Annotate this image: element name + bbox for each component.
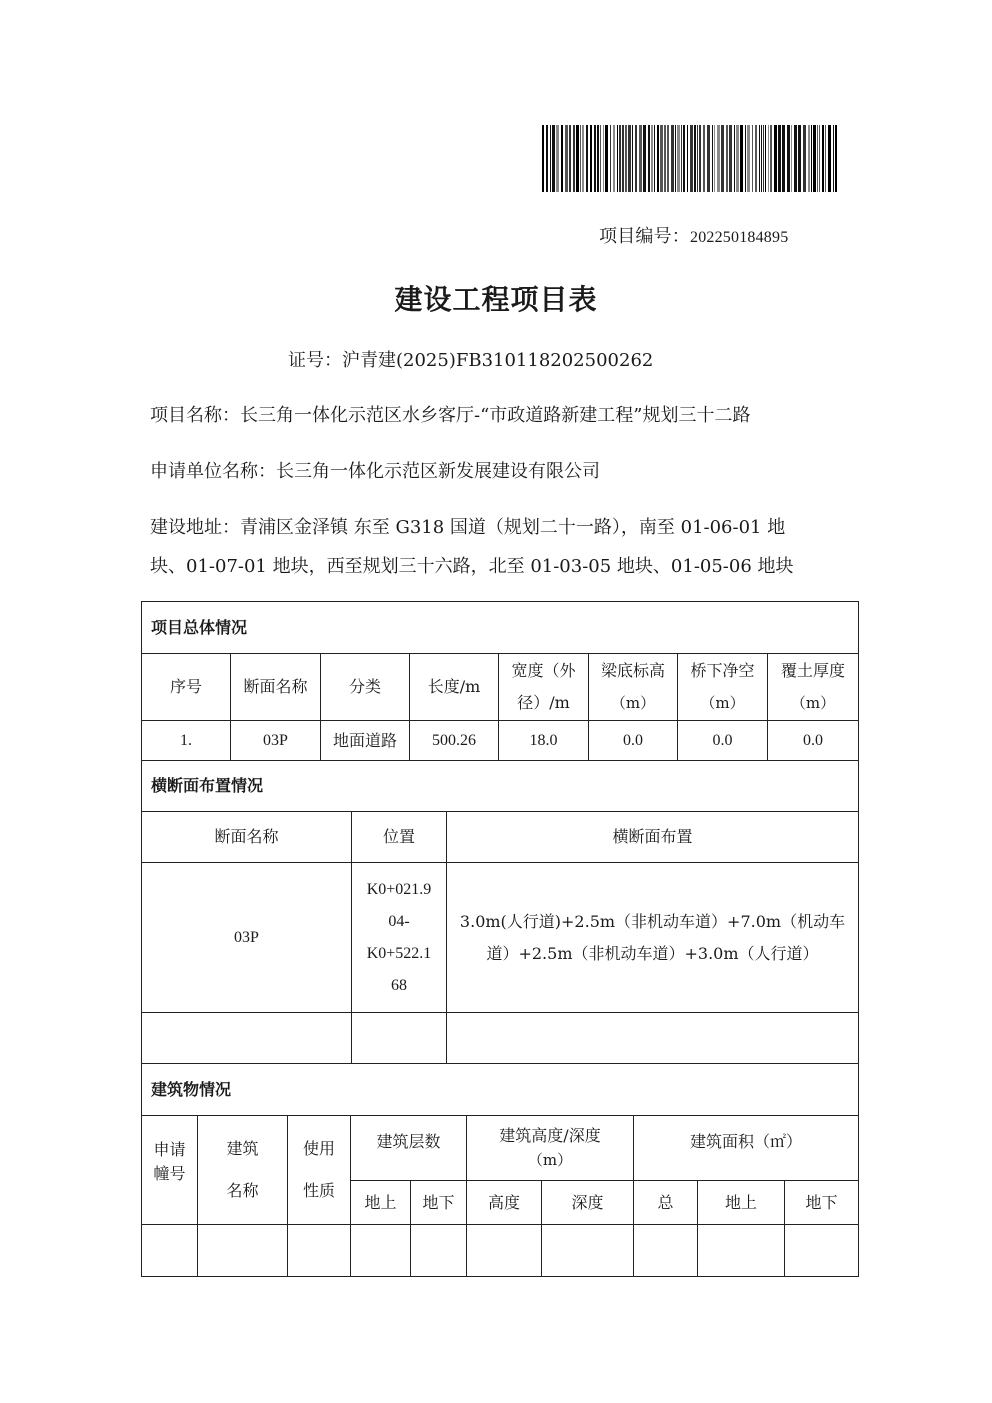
barcode-bar <box>699 125 701 192</box>
barcode-bar <box>610 125 611 192</box>
barcode-bar <box>752 125 753 192</box>
col-header-usage <box>288 1116 351 1225</box>
barcode-bar <box>761 125 762 192</box>
barcode-bar <box>811 125 812 192</box>
barcode-bar <box>622 125 624 192</box>
project-name-label: 项目名称： <box>150 405 240 426</box>
barcode-bar <box>717 125 720 192</box>
col-header-length: 长度/m <box>410 654 499 721</box>
barcode-bar <box>763 125 764 192</box>
table-row <box>142 721 859 761</box>
barcode-bar <box>819 125 820 192</box>
buildings-header-row <box>142 1116 859 1181</box>
barcode-bar <box>683 125 685 192</box>
cell-length: 500.26 <box>410 721 499 761</box>
sub-header-floors-below: 地下 <box>411 1181 467 1225</box>
address-line-1 <box>150 513 785 539</box>
cell-cs-layout-l1: 3.0m(人行道)+2.5m（非机动车道）+7.0m（机动车 <box>459 911 846 931</box>
barcode-bar <box>600 125 601 192</box>
col-header-width-l1: 宽度（外 <box>511 661 576 680</box>
address-line-2 <box>150 552 794 578</box>
sub-header-area-below: 地下 <box>785 1181 859 1225</box>
col-header-index: 序号 <box>142 654 231 721</box>
barcode-bar <box>778 125 781 192</box>
col-header-height-l1: 建筑高度/深度 <box>499 1126 601 1145</box>
barcode-bar <box>726 125 728 192</box>
col-header-building-no-l2: 幢号 <box>153 1164 186 1183</box>
barcode-bar <box>590 125 592 192</box>
certificate-number <box>288 346 653 372</box>
cross-section-title: 横断面布置情况 <box>142 761 859 812</box>
cell-cs-layout <box>447 863 859 1013</box>
cell-building-no <box>142 1225 198 1277</box>
cell-empty <box>447 1013 859 1064</box>
cell-floors-below <box>411 1225 467 1277</box>
cell-height <box>467 1225 542 1277</box>
address-value-1: 青浦区金泽镇 东至 G318 国道（规划二十一路），南至 01-06-01 地 <box>240 517 786 538</box>
project-name-line <box>150 401 750 427</box>
table-row <box>142 863 859 1013</box>
cell-empty <box>352 1013 447 1064</box>
table-row <box>142 1225 859 1277</box>
barcode-bar <box>697 125 698 192</box>
cell-area-below <box>785 1225 859 1277</box>
barcode-bar <box>550 125 551 192</box>
barcode-bar <box>565 125 568 192</box>
cell-area-above <box>698 1225 785 1277</box>
cell-cs-name: 03P <box>142 863 352 1013</box>
cell-width: 18.0 <box>499 721 589 761</box>
col-header-area: 建筑面积（㎡） <box>634 1116 859 1181</box>
barcode-bar <box>707 125 710 192</box>
barcode-bar <box>729 125 732 192</box>
col-header-clearance <box>678 654 768 721</box>
cell-beam-elevation: 0.0 <box>589 721 678 761</box>
barcode-bar <box>765 125 766 192</box>
barcode-bar <box>664 125 666 192</box>
barcode-bar <box>605 125 608 192</box>
barcode-bar <box>714 125 715 192</box>
barcode-bar <box>573 125 575 192</box>
barcode-bar <box>794 125 797 192</box>
barcode <box>542 125 842 192</box>
barcode-bar <box>770 125 772 192</box>
cell-cover-depth: 0.0 <box>768 721 859 761</box>
col-header-cover-l1: 覆土厚度 <box>781 661 846 680</box>
barcode-bar <box>594 125 596 192</box>
barcode-bar <box>556 125 559 192</box>
barcode-bar <box>667 125 669 192</box>
cell-floors-above <box>351 1225 411 1277</box>
barcode-bar <box>755 125 757 192</box>
col-header-beam-l1: 梁底标高 <box>600 661 665 680</box>
cell-cs-position-l1: K0+021.9 <box>366 880 432 898</box>
col-header-height-l2: （m） <box>527 1151 573 1169</box>
barcode-bar <box>828 125 831 192</box>
barcode-bar <box>690 125 693 192</box>
col-header-floors: 建筑层数 <box>351 1116 467 1181</box>
barcode-bar <box>703 125 705 192</box>
applicant-line <box>150 457 600 483</box>
cell-category: 地面道路 <box>321 721 410 761</box>
col-header-category: 分类 <box>321 654 410 721</box>
col-header-beam-l2: （m） <box>610 694 656 712</box>
cell-cs-position-l4: 68 <box>391 976 407 994</box>
address-label: 建设地址： <box>150 517 240 538</box>
cell-index: 1. <box>142 721 231 761</box>
certificate-value: 沪青建(2025)FB310118202500262 <box>342 350 654 371</box>
barcode-bar <box>628 125 631 192</box>
barcode-bar <box>747 125 750 192</box>
cell-depth <box>542 1225 634 1277</box>
barcode-bar <box>677 125 680 192</box>
project-name-value: 长三角一体化示范区水乡客厅-“市政道路新建工程”规划三十二路 <box>240 405 751 426</box>
overview-section-title: 项目总体情况 <box>142 602 859 654</box>
cell-empty <box>142 1013 352 1064</box>
col-header-building-no <box>142 1116 198 1225</box>
col-header-cs-layout: 横断面布置 <box>447 812 859 863</box>
buildings-section-title: 建筑物情况 <box>142 1064 859 1116</box>
col-header-building-no-l1: 申请 <box>153 1140 186 1159</box>
cell-building-name <box>198 1225 288 1277</box>
col-header-cover-l2: （m） <box>790 694 836 712</box>
barcode-bar <box>632 125 633 192</box>
barcode-bar <box>835 125 837 192</box>
col-header-cover-depth <box>768 654 859 721</box>
barcode-bar <box>619 125 621 192</box>
barcode-bar <box>798 125 801 192</box>
certificate-label: 证号： <box>288 350 342 371</box>
barcode-bar <box>542 125 544 192</box>
barcode-bar <box>833 125 834 192</box>
overview-header-row <box>142 654 859 721</box>
barcode-bar <box>617 125 618 192</box>
project-number-label: 项目编号： <box>599 226 690 247</box>
address-value-2: 块、01-07-01 地块，西至规划三十六路，北至 01-03-05 地块、01-05-06 地块 <box>150 556 794 577</box>
barcode-bar <box>582 125 584 192</box>
barcode-bar <box>546 125 548 192</box>
cell-cs-position-l2: 04- <box>388 912 410 930</box>
barcode-bar <box>654 125 655 192</box>
buildings-table <box>141 1063 859 1277</box>
col-header-building-name-l1: 建筑 <box>226 1139 259 1158</box>
col-header-cs-name: 断面名称 <box>142 812 352 863</box>
project-number <box>599 222 788 248</box>
sub-header-height: 高度 <box>467 1181 542 1225</box>
barcode-bar <box>671 125 674 192</box>
barcode-bar <box>817 125 818 192</box>
barcode-bar <box>768 125 769 192</box>
barcode-bar <box>803 125 806 192</box>
barcode-bar <box>712 125 713 192</box>
barcode-bar <box>639 125 642 192</box>
barcode-bar <box>721 125 724 192</box>
project-number-value: 202250184895 <box>690 229 789 246</box>
document-title: 建设工程项目表 <box>394 283 598 316</box>
barcode-bar <box>635 125 637 192</box>
barcode-bar <box>625 125 627 192</box>
applicant-label: 申请单位名称： <box>150 461 276 482</box>
cell-section-name: 03P <box>231 721 321 761</box>
col-header-width-l2: 径）/m <box>517 693 570 712</box>
cell-cs-position <box>352 863 447 1013</box>
cell-usage <box>288 1225 351 1277</box>
col-header-clearance-l2: （m） <box>700 694 745 712</box>
barcode-bar <box>643 125 646 192</box>
barcode-bar <box>759 125 760 192</box>
barcode-bar <box>552 125 555 192</box>
barcode-bar <box>734 125 735 192</box>
barcode-bar <box>825 125 826 192</box>
barcode-bar <box>675 125 676 192</box>
cross-section-table <box>141 760 859 1064</box>
barcode-bar <box>687 125 688 192</box>
barcode-bar <box>808 125 810 192</box>
barcode-bar <box>822 125 824 192</box>
col-header-section-name: 断面名称 <box>231 654 321 721</box>
cell-area-total <box>634 1225 698 1277</box>
col-header-building-name-l2: 名称 <box>226 1181 259 1200</box>
barcode-bar <box>586 125 588 192</box>
barcode-bar <box>774 125 777 192</box>
cross-section-header-row <box>142 812 859 863</box>
barcode-bar <box>657 125 659 192</box>
applicant-value: 长三角一体化示范区新发展建设有限公司 <box>276 461 600 482</box>
sub-header-floors-above: 地上 <box>351 1181 411 1225</box>
barcode-bar <box>791 125 792 192</box>
barcode-bar <box>561 125 563 192</box>
barcode-bar <box>740 125 743 192</box>
col-header-usage-l1: 使用 <box>302 1139 335 1158</box>
col-header-clearance-l1: 桥下净空 <box>690 661 755 680</box>
table-row-empty <box>142 1013 859 1064</box>
barcode-bar <box>580 125 581 192</box>
barcode-bar <box>576 125 579 192</box>
barcode-bar <box>736 125 739 192</box>
barcode-bar <box>651 125 653 192</box>
overview-table <box>141 601 859 761</box>
barcode-bar <box>782 125 785 192</box>
barcode-bar <box>613 125 615 192</box>
barcode-bar <box>603 125 604 192</box>
barcode-bar <box>660 125 663 192</box>
col-header-building-name <box>198 1116 288 1225</box>
col-header-cs-position: 位置 <box>352 812 447 863</box>
sub-header-area-above: 地上 <box>698 1181 785 1225</box>
col-header-usage-l2: 性质 <box>302 1181 335 1200</box>
barcode-bar <box>787 125 790 192</box>
sub-header-area-total: 总 <box>634 1181 698 1225</box>
barcode-bar <box>648 125 650 192</box>
cell-cs-layout-l2: 道）+2.5m（非机动车道）+3.0m（人行道） <box>486 943 819 963</box>
barcode-bar <box>745 125 746 192</box>
barcode-bar <box>813 125 816 192</box>
barcode-bar <box>694 125 696 192</box>
cell-cs-position-l3: K0+522.1 <box>366 944 432 962</box>
col-header-beam-elevation <box>589 654 678 721</box>
col-header-width <box>499 654 589 721</box>
barcode-bar <box>597 125 599 192</box>
barcode-bar <box>569 125 571 192</box>
col-header-height <box>467 1116 634 1181</box>
cell-clearance: 0.0 <box>678 721 768 761</box>
barcode-bar <box>681 125 682 192</box>
sub-header-depth: 深度 <box>542 1181 634 1225</box>
